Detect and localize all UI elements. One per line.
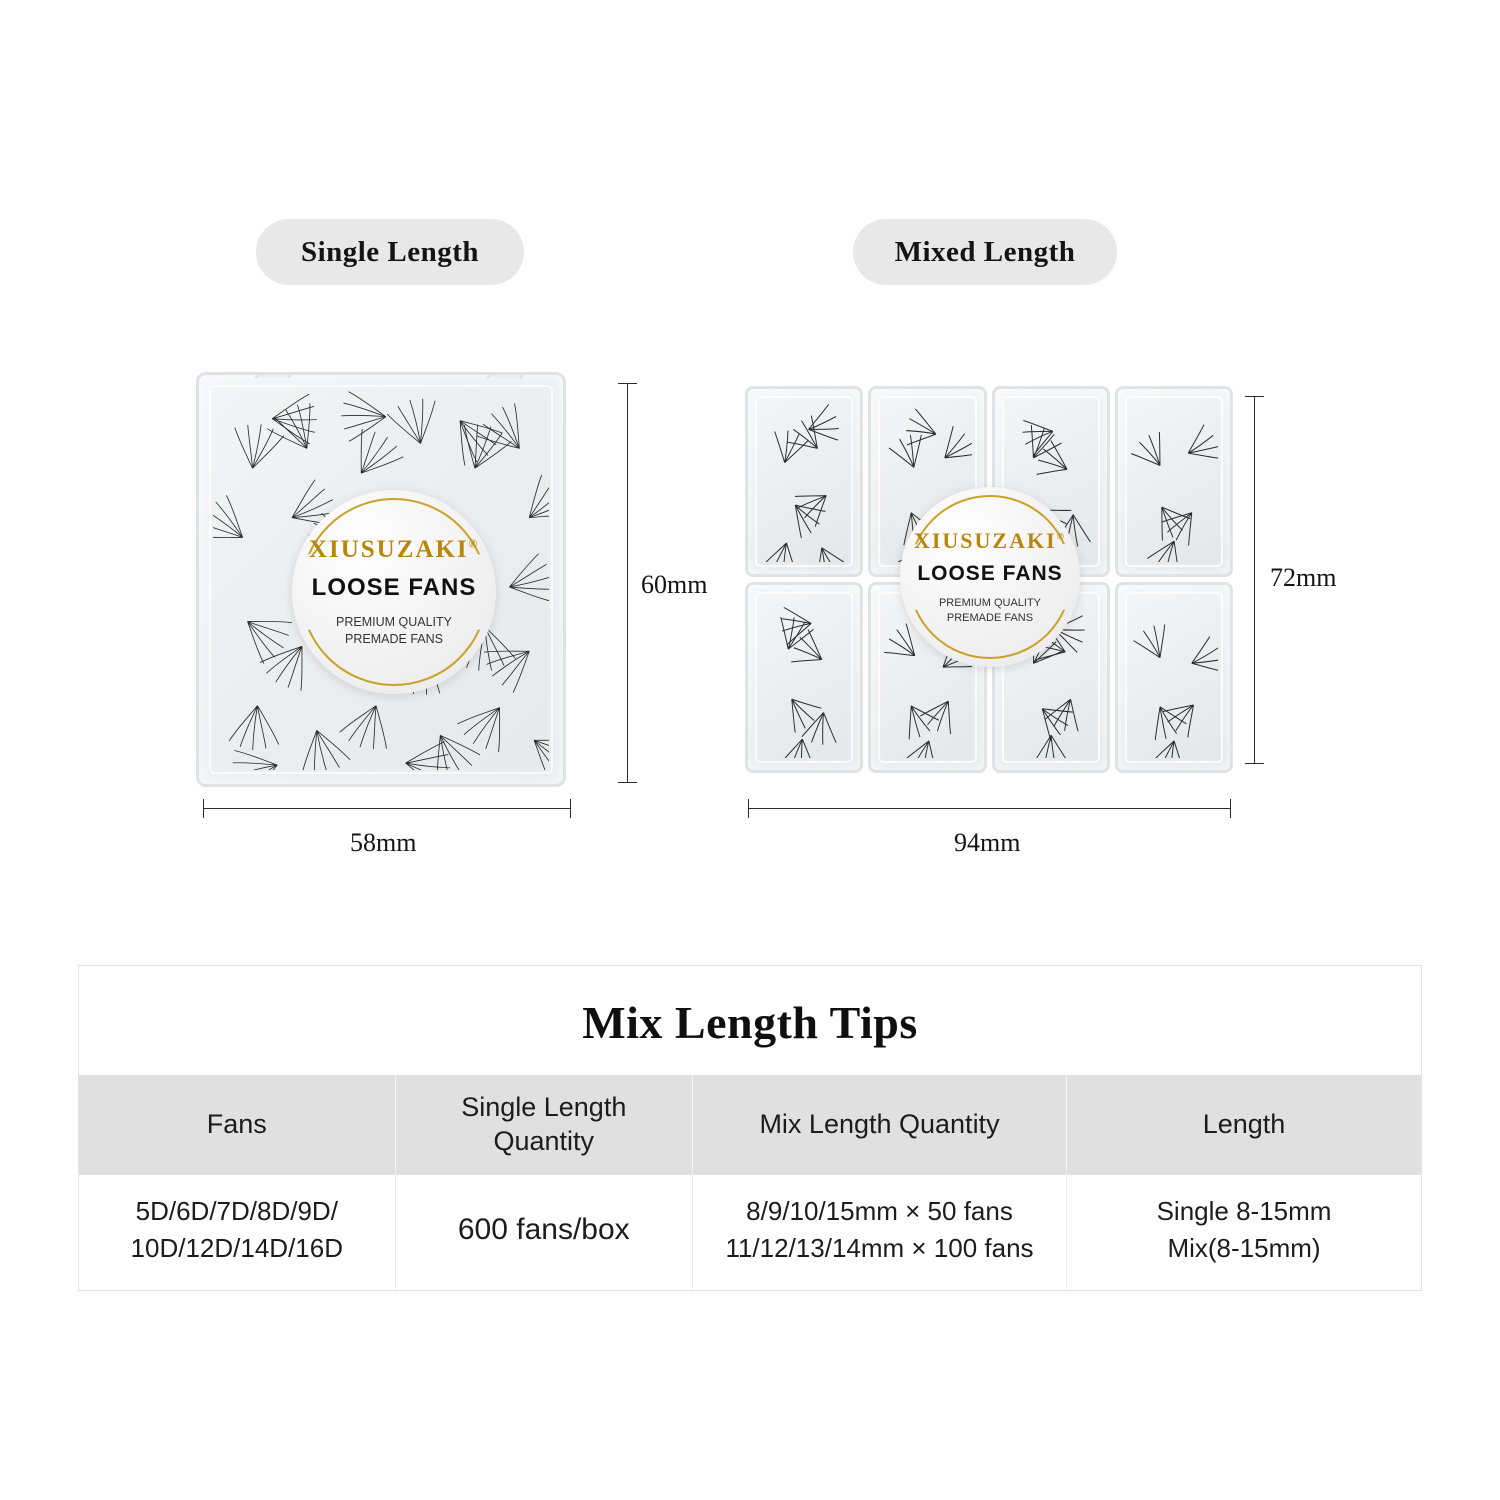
table-header <box>79 1075 1421 1175</box>
product-name: LOOSE FANS <box>917 562 1063 586</box>
cell-length <box>1067 1175 1421 1290</box>
brand-name: XIUSUZAKI® <box>308 536 480 564</box>
cell-fans-line2: 10D/12D/14D/16D <box>130 1233 344 1264</box>
lash-fans-fill <box>760 597 848 758</box>
pill-single-length <box>256 219 524 285</box>
brand-name: XIUSUZAKI® <box>913 528 1067 554</box>
specs-table <box>79 1075 1421 1290</box>
registered-mark: ® <box>468 538 480 551</box>
table-header-row <box>79 1075 1421 1175</box>
case-tab-right <box>487 372 523 378</box>
dimension-line-height-mixed <box>1254 396 1255 764</box>
lash-fans-fill <box>1130 597 1218 758</box>
dimension-label-height-single: 60mm <box>641 570 708 599</box>
lash-fans-fill <box>760 401 848 562</box>
dimension-line-height-single <box>627 383 628 783</box>
cell-length-line2: Mix(8-15mm) <box>1167 1233 1321 1264</box>
sticker-subtitle-line2: PREMADE FANS <box>946 612 1034 624</box>
table-body <box>79 1175 1421 1290</box>
sticker-subtitle-line1: PREMIUM QUALITY <box>336 615 452 630</box>
column-header-line1: Single Length <box>461 1092 627 1122</box>
dimension-label-height-mixed: 72mm <box>1270 563 1337 592</box>
sticker-subtitle-line2: PREMADE FANS <box>345 632 443 646</box>
pill-mixed-length <box>853 219 1117 285</box>
case-tab-left <box>255 372 291 378</box>
column-header-mix-length-quantity: Mix Length Quantity <box>692 1075 1066 1175</box>
lash-fans-fill <box>1130 401 1218 562</box>
registered-mark: ® <box>1056 531 1067 543</box>
dimension-line-width-single <box>203 808 571 809</box>
cell-mix-line1: 8/9/10/15mm × 50 fans <box>746 1195 1013 1226</box>
case-compartment <box>1115 582 1233 773</box>
cell-mix-quantity <box>692 1175 1066 1290</box>
case-compartment <box>745 582 863 773</box>
mix-length-tips-table <box>78 965 1422 1291</box>
cell-fans <box>79 1175 395 1290</box>
table-row <box>79 1175 1421 1290</box>
dimension-label-width-single: 58mm <box>350 828 417 857</box>
column-header-length: Length <box>1067 1075 1421 1175</box>
cell-fans-line1: 5D/6D/7D/8D/9D/ <box>135 1195 338 1226</box>
case-compartment <box>745 386 863 577</box>
column-header-line2: Quantity <box>493 1125 595 1156</box>
dimension-label-width-mixed: 94mm <box>954 828 1021 857</box>
product-name: LOOSE FANS <box>311 574 477 602</box>
pill-mixed-length-label: Mixed Length <box>894 235 1076 268</box>
column-header-fans: Fans <box>79 1075 395 1175</box>
product-image-mixed-length <box>745 386 1233 773</box>
brand-sticker-mixed <box>900 487 1080 667</box>
dimension-line-width-mixed <box>748 808 1231 809</box>
cell-length-line1: Single 8-15mm <box>1156 1195 1332 1226</box>
pill-single-length-label: Single Length <box>300 235 480 268</box>
cell-mix-line2: 11/12/13/14mm × 100 fans <box>725 1233 1034 1264</box>
brand-sticker-single <box>292 490 496 694</box>
sticker-subtitle-line1: PREMIUM QUALITY <box>938 597 1042 610</box>
cell-single-quantity: 600 fans/box <box>395 1175 692 1290</box>
case-compartment <box>1115 386 1233 577</box>
table-title: Mix Length Tips <box>582 997 918 1048</box>
product-image-single-length <box>196 372 566 787</box>
column-header-single-length-quantity <box>395 1075 692 1175</box>
